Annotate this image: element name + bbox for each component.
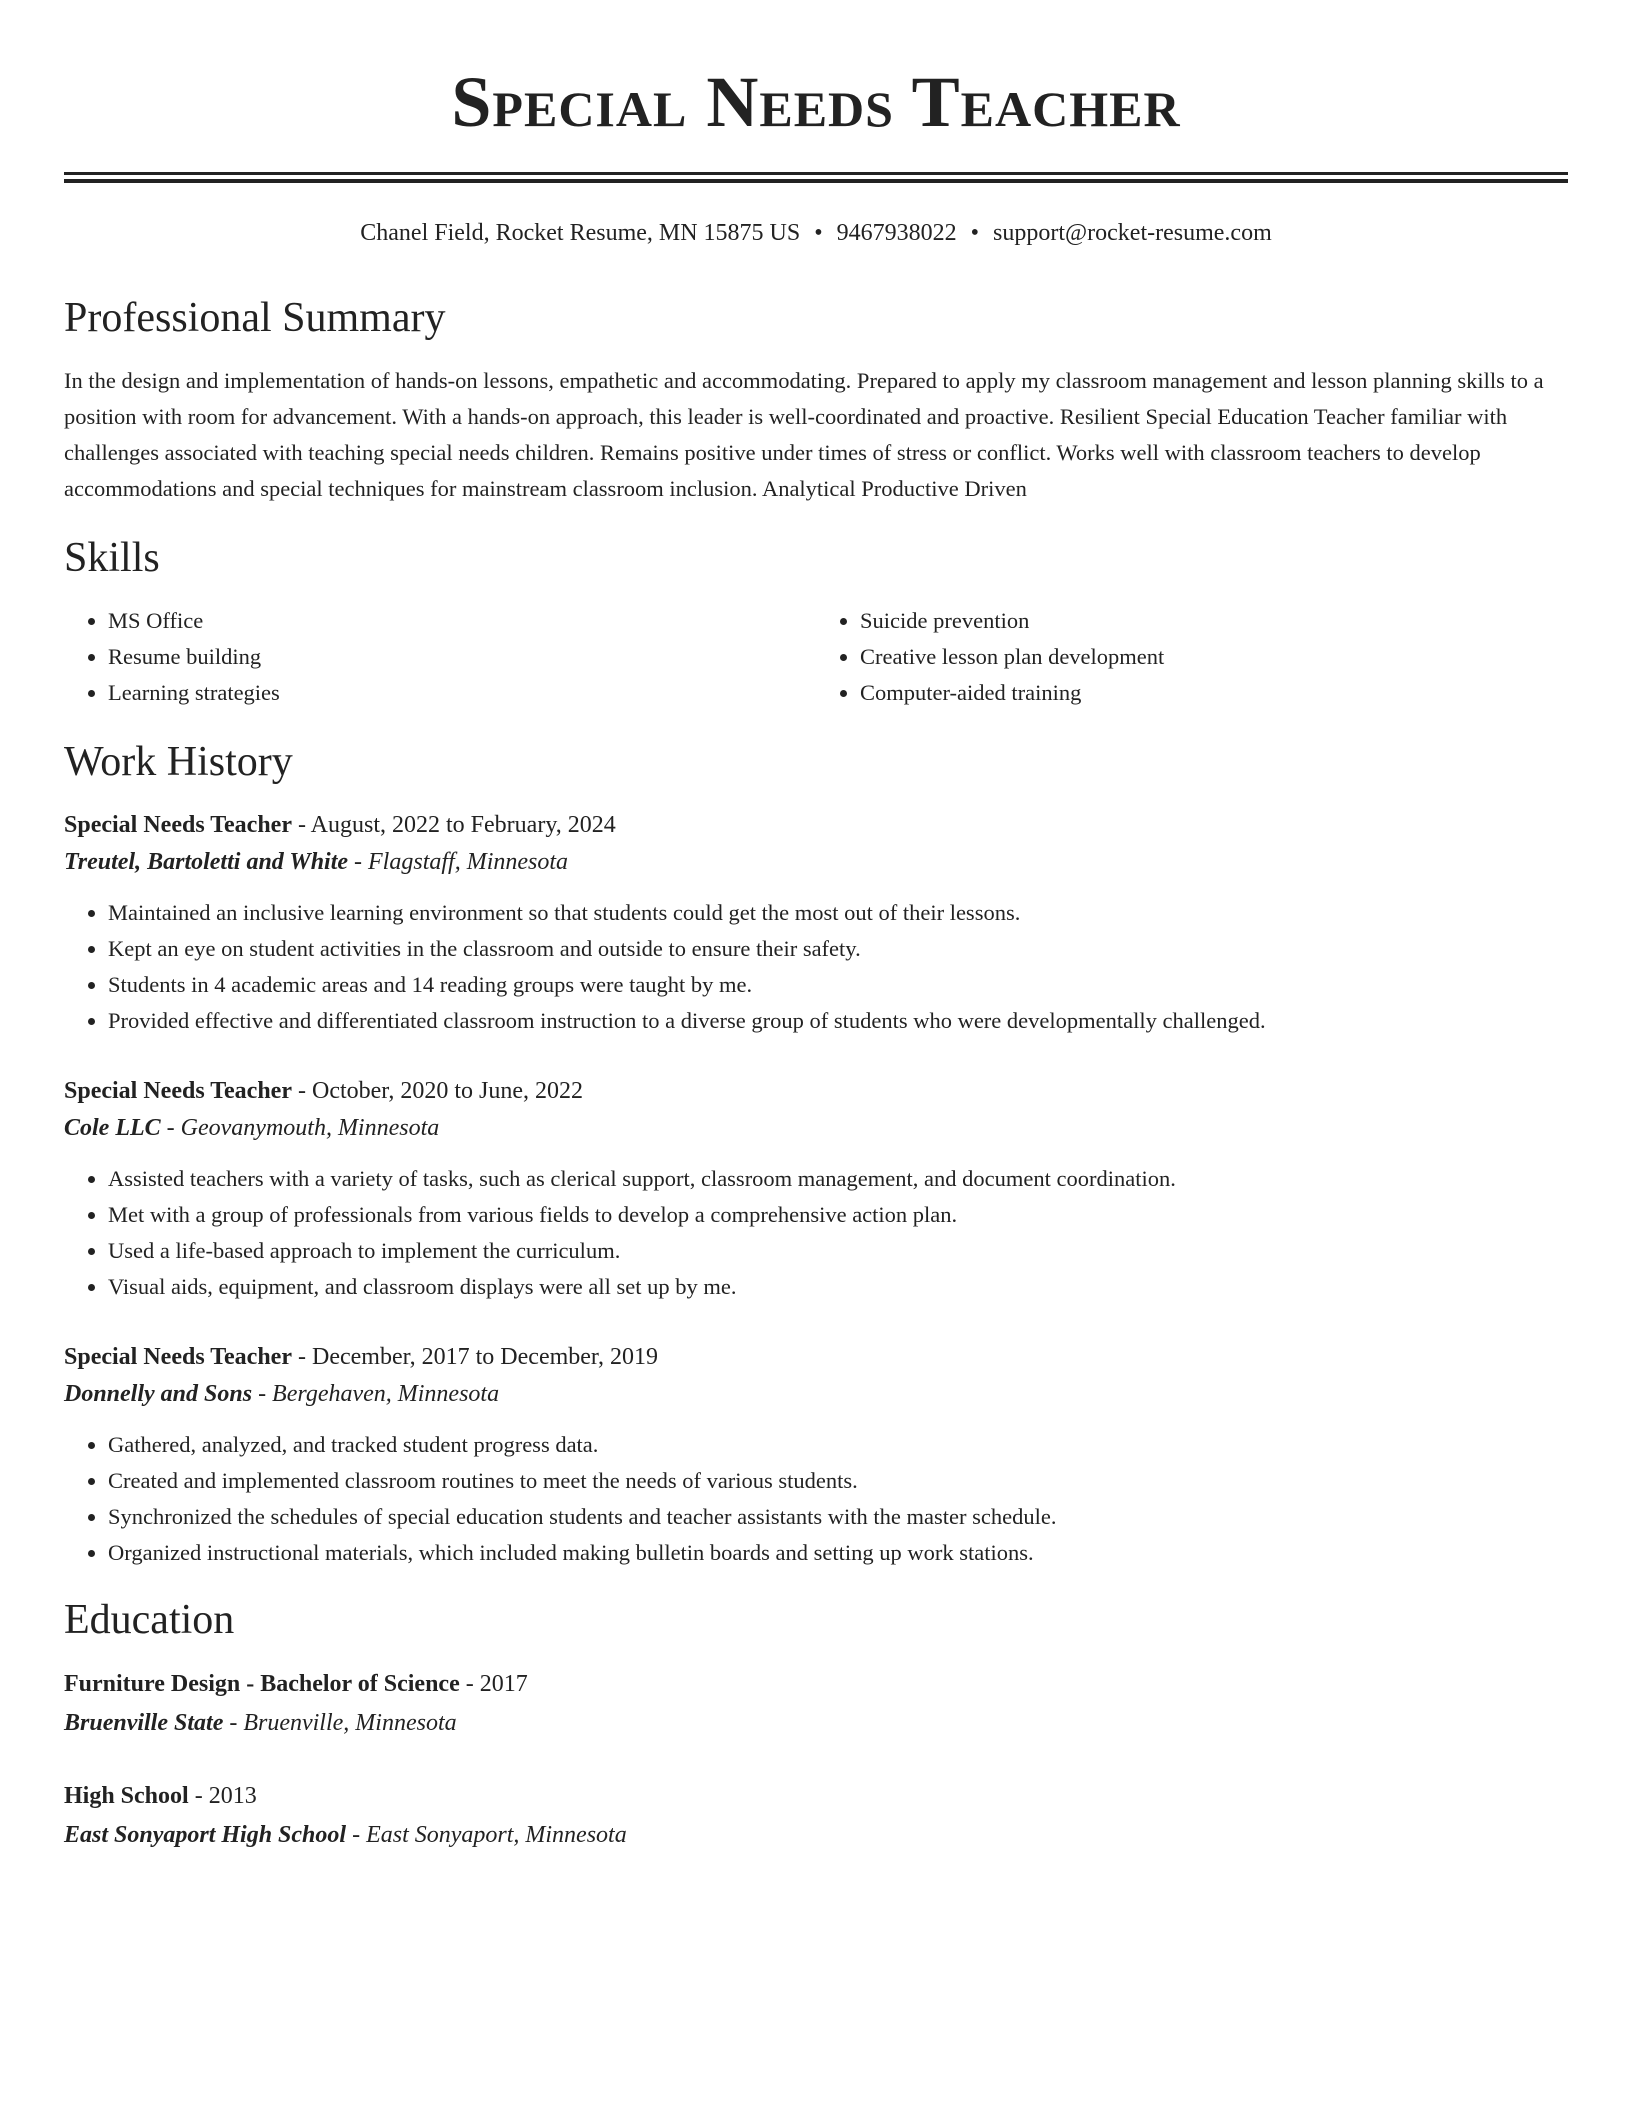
skill-item: • Learning strategies — [108, 675, 816, 711]
job-title: Special Needs Teacher — [64, 1078, 292, 1104]
job-title: Special Needs Teacher — [64, 1344, 292, 1370]
job-duty: • Assisted teachers with a variety of tasks, such as clerical support, classroom management, and document coordination. — [108, 1161, 1568, 1197]
job-duty: • Kept an eye on student activities in the classroom and outside to ensure their safety. — [108, 931, 1568, 967]
job-duty: • Used a life-based approach to implement the curriculum. — [108, 1233, 1568, 1269]
job-duty: • Gathered, analyzed, and tracked student progress data. — [108, 1427, 1568, 1463]
page-title: Special Needs Teacher — [451, 62, 1181, 142]
skills-heading: Skills — [64, 535, 160, 581]
job-title-line — [64, 1339, 1568, 1375]
job-duty: • Organized instructional materials, which included making bulletin boards and setting up work stations. — [108, 1535, 1568, 1571]
skill-item: • MS Office — [108, 603, 816, 639]
job-company-line — [64, 1109, 1568, 1147]
job-dates: - December, 2017 to December, 2019 — [292, 1344, 658, 1370]
degree: Furniture Design - Bachelor of Science — [64, 1671, 460, 1697]
contact-email: support@rocket-resume.com — [993, 220, 1272, 246]
job-duty: • Met with a group of professionals from various fields to develop a comprehensive action plan. — [108, 1197, 1568, 1233]
job-entry — [64, 1339, 1568, 1571]
education-entry — [64, 1665, 1568, 1743]
job-dates: - August, 2022 to February, 2024 — [292, 812, 616, 838]
school-location: - East Sonyaport, Minnesota — [346, 1822, 627, 1848]
job-duty: • Maintained an inclusive learning environment so that students could get the most out of their lessons. — [108, 895, 1568, 931]
job-duties — [64, 895, 1568, 1039]
job-title: Special Needs Teacher — [64, 812, 292, 838]
school-name: East Sonyaport High School — [64, 1822, 347, 1848]
summary-text: In the design and implementation of hands-on lessons, empathetic and accommodating. Prepared to apply my classroom management and lesson planning skills to a position with room for advancement. With a hands-on approach, this leader is well-coordinated and proactive. Resilient Special Education Teacher familiar with challenges associated with teaching special needs children. Remains positive under times of stress or conflict. Works well with classroom teachers to develop accommodations and special techniques for mainstream classroom inclusion. Analytical Productive Driven — [64, 368, 1544, 501]
contact-separator: • — [970, 220, 980, 246]
education-heading: Education — [64, 1597, 235, 1643]
skill-item: • Creative lesson plan development — [860, 639, 1568, 675]
job-duties — [64, 1427, 1568, 1571]
job-duties — [64, 1161, 1568, 1305]
job-location: - Bergehaven, Minnesota — [252, 1381, 500, 1407]
graduation-year: - 2017 — [459, 1671, 528, 1697]
job-company: Treutel, Bartoletti and White — [64, 849, 349, 875]
job-duty: • Students in 4 academic areas and 14 reading groups were taught by me. — [108, 967, 1568, 1003]
skill-item: • Computer-aided training — [860, 675, 1568, 711]
job-company: Donnelly and Sons — [64, 1381, 253, 1407]
job-title-line — [64, 807, 1568, 843]
job-duty: • Visual aids, equipment, and classroom displays were all set up by me. — [108, 1269, 1568, 1305]
skills-column-left — [64, 603, 816, 711]
job-location: - Flagstaff, Minnesota — [348, 849, 569, 875]
contact-info — [64, 217, 1568, 249]
summary-heading: Professional Summary — [64, 295, 446, 341]
job-entry — [64, 807, 1568, 1039]
graduation-year: - 2013 — [188, 1783, 257, 1809]
job-duty: • Provided effective and differentiated classroom instruction to a diverse group of students who were developmentally challenged. — [108, 1003, 1568, 1039]
job-title-line — [64, 1073, 1568, 1109]
skills-list — [64, 603, 1568, 711]
skill-item: • Resume building — [108, 639, 816, 675]
job-company: Cole LLC — [64, 1115, 161, 1141]
title-divider — [64, 172, 1568, 183]
work-history-heading: Work History — [64, 739, 293, 785]
degree: High School — [64, 1783, 189, 1809]
school-line — [64, 1703, 1568, 1743]
job-dates: - October, 2020 to June, 2022 — [292, 1078, 583, 1104]
skills-column-right — [816, 603, 1568, 711]
school-name: Bruenville State — [64, 1710, 224, 1736]
degree-line — [64, 1665, 1568, 1703]
job-location: - Geovanymouth, Minnesota — [160, 1115, 440, 1141]
job-duty: • Created and implemented classroom routines to meet the needs of various students. — [108, 1463, 1568, 1499]
job-duty: • Synchronized the schedules of special education students and teacher assistants with the master schedule. — [108, 1499, 1568, 1535]
job-entry — [64, 1073, 1568, 1305]
education-entry — [64, 1777, 1568, 1855]
school-line — [64, 1815, 1568, 1855]
job-company-line — [64, 843, 1568, 881]
school-location: - Bruenville, Minnesota — [223, 1710, 457, 1736]
contact-separator: • — [814, 220, 823, 246]
contact-address: Chanel Field, Rocket Resume, MN 15875 US — [360, 220, 801, 246]
skill-item: • Suicide prevention — [860, 603, 1568, 639]
job-company-line — [64, 1375, 1568, 1413]
contact-phone: 9467938022 — [836, 220, 957, 246]
degree-line — [64, 1777, 1568, 1815]
